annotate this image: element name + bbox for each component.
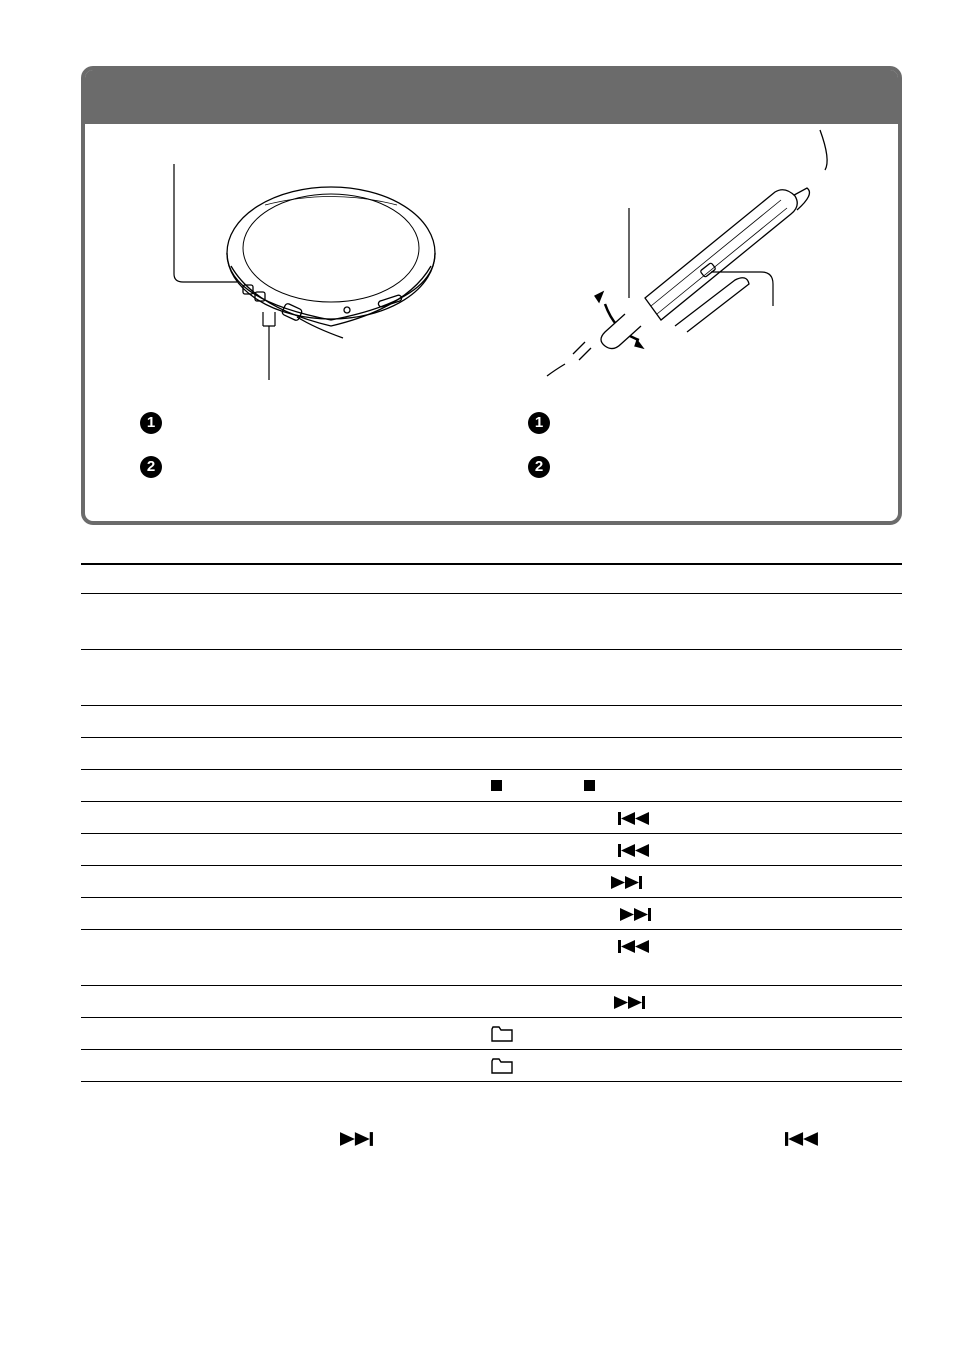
next-icon <box>611 876 643 889</box>
previous-icon <box>618 940 650 953</box>
table-row <box>81 834 902 866</box>
table-row <box>81 802 902 834</box>
table-row <box>81 866 902 898</box>
table-row <box>81 1018 902 1050</box>
table-row <box>81 898 902 930</box>
table-header-row <box>81 563 902 594</box>
previous-icon <box>785 1132 819 1146</box>
right-step-number-2: 2 <box>528 456 550 478</box>
right-step-number-1: 1 <box>528 412 550 434</box>
table-row <box>81 650 902 706</box>
folder-icon <box>491 1026 513 1042</box>
left-step-number-2: 2 <box>140 456 162 478</box>
table-row <box>81 706 902 738</box>
next-icon <box>340 1132 374 1146</box>
operations-table <box>81 563 902 1082</box>
stop-icon <box>491 780 502 791</box>
remote-control-illustration <box>547 130 827 376</box>
next-icon <box>620 908 652 921</box>
table-row <box>81 986 902 1018</box>
table-row <box>81 738 902 770</box>
illustration-panel <box>81 66 902 525</box>
cd-player-illustration <box>174 164 435 380</box>
table-row <box>81 594 902 650</box>
table-row <box>81 930 902 986</box>
folder-icon <box>491 1058 513 1074</box>
next-icon <box>614 996 646 1009</box>
table-row <box>81 1050 902 1082</box>
stop-icon <box>584 780 595 791</box>
left-step-number-1: 1 <box>140 412 162 434</box>
previous-icon <box>618 844 650 857</box>
device-illustrations <box>85 70 902 525</box>
table-row <box>81 770 902 802</box>
previous-icon <box>618 812 650 825</box>
